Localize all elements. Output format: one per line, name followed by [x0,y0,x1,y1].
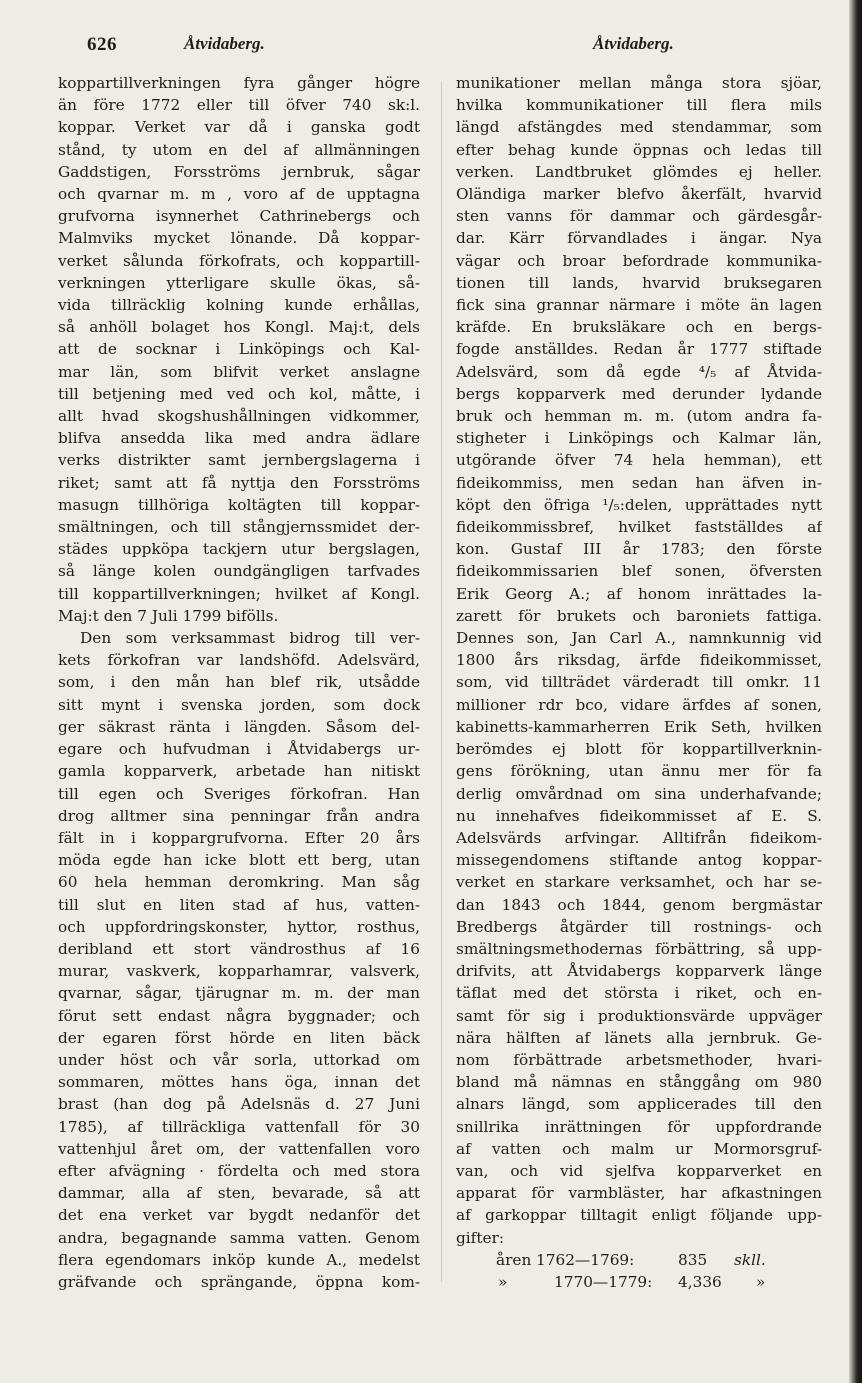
text-line: deribland ett stort vändrosthus af 16 [58,939,420,958]
text-line: det ena verket var bygdt nedanför det [58,1206,420,1225]
text-line: kon. Gustaf III år 1783; den förste [456,540,822,559]
text-line: som, vid tillträdet värderadt till omkr. 11 [456,673,822,692]
text-line: munikationer mellan många stora sjöar, [456,74,822,92]
text-line: egare och hufvudman i Åtvidabergs ur- [58,740,420,759]
text-line: drifvits, att Åtvidabergs kopparverk länge [456,962,822,981]
row-prefix: åren [496,1250,532,1269]
text-line: stigheter i Linköpings och Kalmar län, [456,429,822,448]
production-row-1762-1769 [456,1249,822,1271]
text-line: masugn tillhöriga koltägten till koppar- [58,495,420,514]
text-line: van, och vid sjelfva kopparverket en [456,1161,822,1180]
text-line: 1800 års riksdag, ärfde fideikommisset, [456,651,822,670]
text-line: gens förökning, utan ännu mer för fa [456,762,822,781]
text-line: Gaddstigen, Forsströms jernbruk, sågar [58,162,420,181]
text-line: så anhöll bolaget hos Kongl. Maj:t, dels [58,318,420,337]
text-line: verket sålunda förkofrats, och koppartill- [58,251,420,270]
text-line: fogde anställdes. Redan år 1777 stiftade [456,340,822,359]
year-span: 1770—1779: [554,1272,653,1291]
text-line: efter behag kunde öppnas och ledas till [456,140,822,159]
amount-value: 835 [678,1250,708,1269]
text-line: till egen och Sveriges förkofran. Han [58,784,420,803]
text-line: Bredbergs åtgärder till rostnings- och [456,917,822,936]
text-line: flera egendomars inköp kunde A., medelst [58,1250,420,1269]
text-line: möda egde han icke blott ett berg, utan [58,851,420,870]
text-line: stånd, ty utom en del af allmänningen [58,140,420,159]
text-line: under höst och vår sorla, uttorkad om [58,1050,420,1069]
text-line: och uppfordringskonster, hyttor, rosthus, [58,917,420,936]
text-line: gifter: [456,1228,505,1247]
text-line: förut sett endast några byggnader; och [58,1006,420,1025]
text-line: nära hälften af länets alla jernbruk. Ge- [456,1028,822,1047]
text-line: nu innehafves fideikommisset af E. S. [456,806,822,825]
text-line: murar, vaskverk, kopparhamrar, valsverk, [58,962,420,981]
text-line: mar län, som blifvit verket anslagne [58,362,420,381]
text-line: Adelsvärd, som då egde ⁴/₅ af Åtvida- [456,362,822,381]
text-line: Adelsvärds arfvingar. Alltifrån fideikom- [456,828,822,847]
text-line: fideikommiss, men sedan han äfven in- [456,473,822,492]
text-line: sten vanns för dammar och gärdesgår- [456,207,822,226]
page-edge-shadow [849,0,862,1383]
text-line: nom förbättrade arbetsmethoder, hvari- [456,1050,822,1069]
left-column [58,72,420,1293]
ditto-mark: » [498,1272,508,1291]
text-line: blifva ansedda lika med andra ädlare [58,429,420,448]
text-line: fideikommissbref, hvilket fastställdes af [456,518,822,537]
ditto-mark: » [756,1272,766,1291]
page-header [0,34,862,62]
text-line: smältningsmethodernas förbättring, så upp- [456,939,822,958]
text-line: städes uppköpa tackjern utur bergslagen, [58,540,420,559]
text-line: 60 hela hemman deromkring. Man såg [58,873,420,892]
text-line: zarett för brukets och baroniets fattiga. [456,606,822,625]
text-line: andra, begagnande samma vatten. Genom [58,1228,420,1247]
text-line: verkningen ytterligare skulle ökas, så- [58,273,420,292]
text-line: vattenhjul året om, der vattenfallen voro [58,1139,420,1158]
text-line: missegendomens stiftande antog koppar- [456,851,822,870]
production-row-1770-1779 [456,1271,822,1293]
text-line: täflat med det största i riket, och en- [456,984,822,1003]
text-line: af garkoppar tilltagit enligt följande upp- [456,1206,822,1225]
text-line: 1785), af tillräckliga vattenfall för 30 [58,1117,420,1136]
text-line: till slut en liten stad af hus, vatten- [58,895,420,914]
text-line: vida tillräcklig kolning kunde erhållas, [58,296,420,315]
text-line: tionen till lands, hvarvid bruksegaren [456,273,822,292]
text-line: än före 1772 eller till öfver 740 sk:l. [58,96,420,115]
text-line: längd afstängdes med stendammar, som [456,118,822,137]
text-line: Erik Georg A.; af honom inrättades la- [456,584,822,603]
text-line: ger säkrast ränta i längden. Såsom del- [58,717,420,736]
text-line: af vatten och malm ur Mormorsgruf- [456,1139,822,1158]
text-line: koppar. Verket var då i ganska godt [58,118,420,137]
text-line: samt för sig i produktionsvärde uppväger [456,1006,822,1025]
text-line: Maj:t den 7 Juli 1799 bifölls. [58,606,279,625]
column-divider [441,82,442,1282]
text-line: drog alltmer sina penningar från andra [58,806,420,825]
text-line: vägar och broar befordrade kommunika- [456,251,822,270]
text-line: sommaren, möttes hans öga, innan det [58,1073,420,1092]
text-line: kets förkofran var landshöfd. Adelsvärd, [58,651,420,670]
text-line: verks distrikter samt jernbergslagerna i [58,451,420,470]
text-line: brast (han dog på Adelsnäs d. 27 Juni [58,1095,420,1114]
text-line: dar. Kärr förvandlades i ängar. Nya [456,229,822,248]
text-line: utgörande öfver 74 hela hemman), ett [456,451,822,470]
text-line: fideikommissarien blef sonen, öfversten [456,562,822,581]
page-number: 626 [87,34,117,55]
text-line: dan 1843 och 1844, genom bergmästar [456,895,822,914]
amount-value: 4,336 [678,1272,722,1291]
text-line: riket; samt att få nyttja den Forsströms [58,473,420,492]
running-title-right: Åtvidaberg. [593,34,674,53]
text-line: och qvarnar m. m , voro af de upptagna [58,185,420,204]
text-line: koppartillverkningen fyra gånger högre [58,74,420,92]
text-line: snillrika inrättningen för uppfordrande [456,1117,822,1136]
text-line: att de socknar i Linköpings och Kal- [58,340,420,359]
text-line: fick sina grannar närmare i möte än lagen [456,296,822,315]
text-line: bruk och hemman m. m. (utom andra fa- [456,407,822,426]
text-line: verket en starkare verksamhet, och har se- [456,873,822,892]
text-line: derlig omvårdnad om sina underhafvande; [456,784,822,803]
text-line: millioner rdr bco, vidare ärfdes af sonen, [456,695,822,714]
text-line: qvarnar, sågar, tjärugnar m. m. der man [58,984,420,1003]
text-line: verken. Landtbruket glömdes ej heller. [456,162,822,181]
text-line: efter afvägning · fördelta och med stora [58,1161,420,1180]
year-span: 1762—1769: [536,1250,635,1269]
right-column [456,72,822,1293]
text-line: apparat för varmbläster, har afkastningen [456,1184,822,1203]
text-line: kabinetts-kammarherren Erik Seth, hvilken [456,717,822,736]
text-line: så länge kolen oundgängligen tarfvades [58,562,420,581]
text-line: till koppartillverkningen; hvilket af Kongl. [58,584,420,603]
text-line: smältningen, och till stångjernssmidet der- [58,518,420,537]
text-line: kräfde. En bruksläkare och en bergs- [456,318,822,337]
text-line: Den som verksammast bidrog till ver- [80,629,420,648]
text-line: allt hvad skogshushållningen vidkommer, [58,407,420,426]
text-line: gamla kopparverk, arbetade han nitiskt [58,762,420,781]
text-line: till betjening med ved och kol, måtte, i [58,384,420,403]
text-line: köpt den öfriga ¹/₅:delen, upprättades nytt [456,495,822,514]
text-line: bland må nämnas en stånggång om 980 [456,1073,822,1092]
text-line: fält in i koppargrufvorna. Efter 20 års [58,828,420,847]
text-line: gräfvande och sprängande, öppna kom- [58,1272,420,1291]
text-line: hvilka kommunikationer till flera mils [456,96,822,115]
text-line: Dennes son, Jan Carl A., namnkunnig vid [456,629,822,648]
text-line: Malmviks mycket lönande. Då koppar- [58,229,420,248]
text-line: sitt mynt i svenska jorden, som dock [58,695,420,714]
text-line: bergs kopparverk med derunder lydande [456,384,822,403]
text-line: grufvorna isynnerhet Cathrinebergs och [58,207,420,226]
text-line: alnars längd, som applicerades till den [456,1095,822,1114]
text-line: berömdes ej blott för koppartillverknin- [456,740,822,759]
text-line: dammar, alla af sten, bevarade, så att [58,1184,420,1203]
text-line: Oländiga marker blefvo åkerfält, hvarvid [456,185,822,204]
text-line: som, i den mån han blef rik, utsådde [58,673,420,692]
running-title-left: Åtvidaberg. [184,34,265,53]
unit-label: skll. [734,1250,766,1269]
text-line: der egaren först hörde en liten bäck [58,1028,420,1047]
